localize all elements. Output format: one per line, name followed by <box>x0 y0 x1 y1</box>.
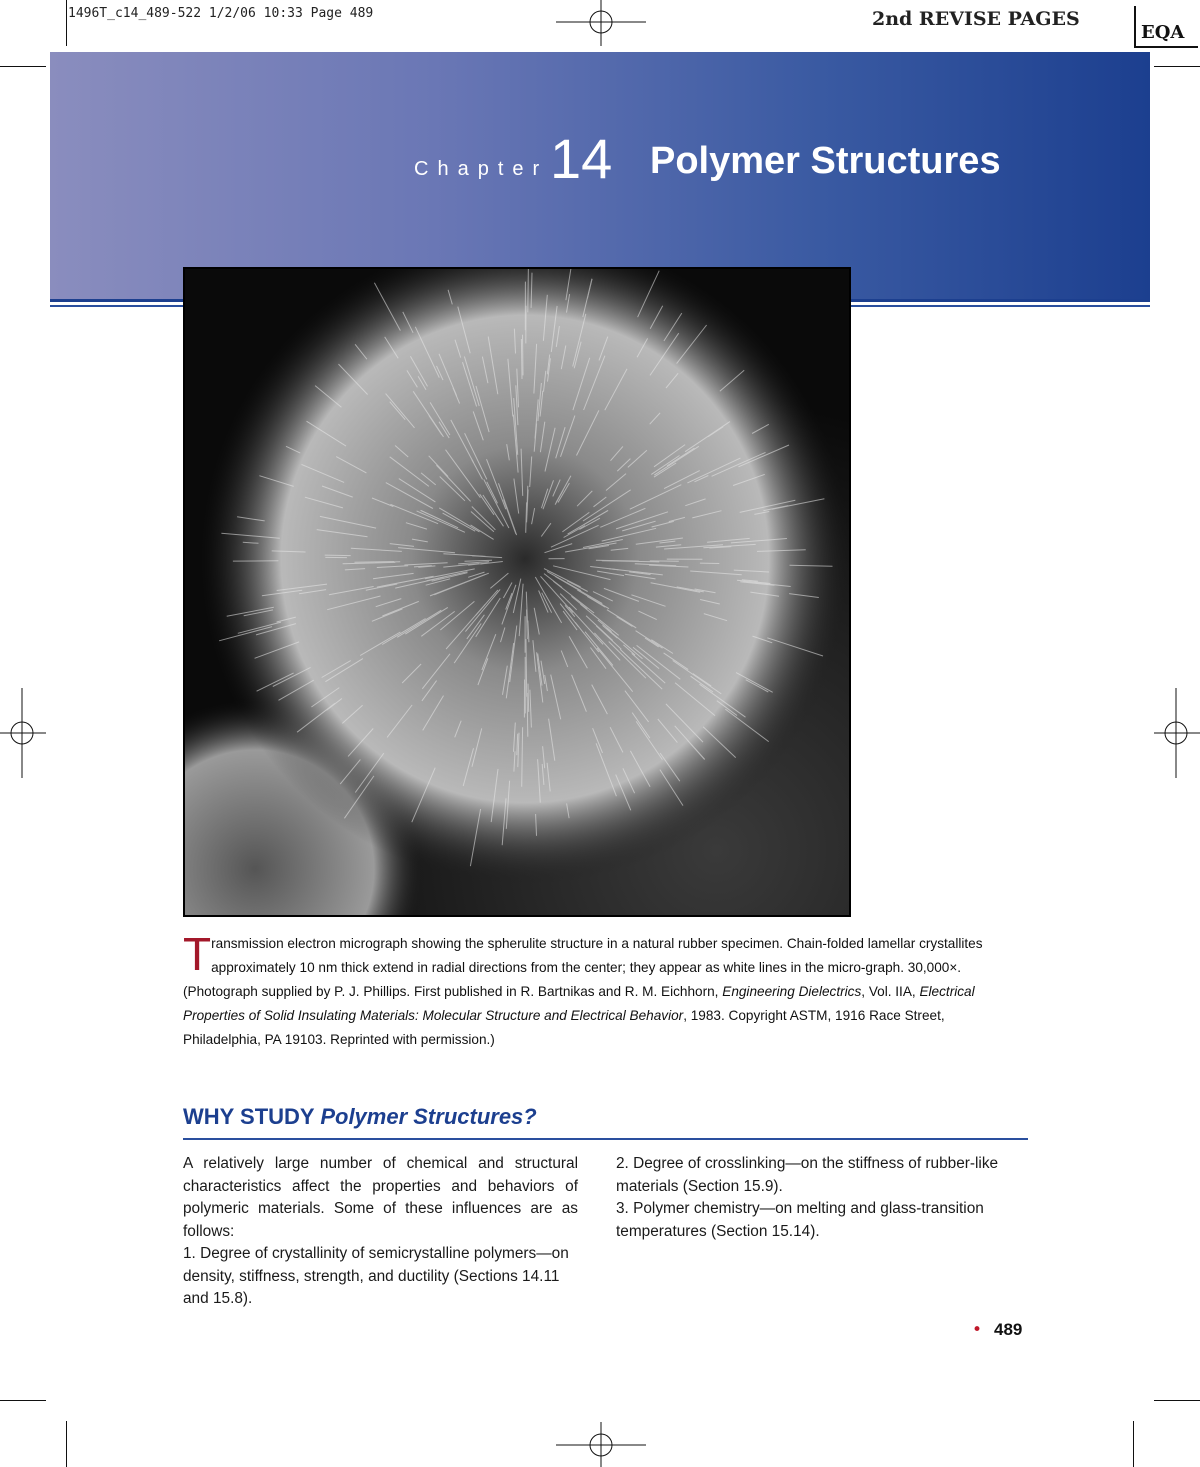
eqa-label: EQA <box>1141 22 1185 43</box>
crop-mark <box>0 66 46 67</box>
crop-mark <box>66 1421 67 1467</box>
page-bullet-icon: • <box>972 1320 983 1340</box>
crop-mark <box>1133 1421 1134 1467</box>
crop-mark <box>1154 1400 1200 1401</box>
fibril <box>526 639 527 697</box>
heading-plain: WHY STUDY <box>183 1104 321 1129</box>
list-item: 3. Polymer chemistry—on melting and glass-transition temperatures (Section 15.14). <box>616 1200 984 1240</box>
caption-text: , Vol. IIA, <box>861 984 920 999</box>
heading-rule <box>183 1138 1028 1140</box>
list-item: 1. Degree of crystallinity of semicrystalline polymers—on density, stiffness, strength, and ductility (Sections 14.11 and 15.8). <box>183 1245 569 1307</box>
crop-mark <box>66 0 67 46</box>
chapter-number: 14 <box>550 127 613 190</box>
registration-mark-icon <box>556 0 646 46</box>
crop-mark <box>0 1400 46 1401</box>
list-item: 2. Degree of crosslinking—on the stiffness of rubber-like materials (Section 15.9). <box>616 1155 999 1195</box>
registration-mark-icon <box>0 688 46 778</box>
chapter-title: Polymer Structures <box>650 140 1001 182</box>
crop-mark <box>1154 66 1200 67</box>
revise-pages-label: 2nd REVISE PAGES <box>872 8 1080 30</box>
caption-book-title: Engineering Dielectrics <box>722 984 862 999</box>
fibril <box>528 269 529 312</box>
caption-text: , 1983. Copyright ASTM, 1916 Race Street, Philadelphia, PA 19103. Reprinted with permission.) <box>183 1008 945 1047</box>
section-heading <box>183 1104 537 1130</box>
registration-mark-icon <box>1154 688 1200 778</box>
fibril <box>521 339 522 379</box>
intro-paragraph: A relatively large number of chemical and structural characteristics affect the properties and behaviors of polymeric materials. Some of these influences are as follows: <box>183 1155 578 1240</box>
fibril <box>527 693 528 737</box>
right-column <box>616 1153 1021 1243</box>
fibril <box>523 335 524 376</box>
chapter-label: Chapter <box>414 158 549 180</box>
fibril <box>325 555 351 556</box>
registration-mark-icon <box>556 1422 646 1467</box>
caption-volume-title: Electrical Properties of Solid Insulating Materials: Molecular Structure and Electrical Behavior <box>183 984 975 1023</box>
page-number: 489 <box>994 1320 1023 1339</box>
figure-caption <box>183 928 1013 1052</box>
micrograph-image <box>183 267 851 917</box>
left-column <box>183 1153 578 1311</box>
caption-text: ransmission electron micrograph showing the spherulite structure in a natural rubber specimen. Chain-folded lamellar crystallites approximately 10 nm thick extend in radial directions from the center; they appear as white lines in the micro-graph. 30,000×. (Photograph supplied by P. J. Phillips. First published in R. Bartnikas and R. M. Eichhorn, <box>183 936 983 999</box>
drop-cap: T <box>183 928 212 980</box>
fibril <box>528 684 529 712</box>
spherulite-icon <box>185 269 849 915</box>
print-slug: 1496T_c14_489-522 1/2/06 10:33 Page 489 <box>68 6 374 21</box>
heading-italic: Polymer Structures? <box>320 1104 537 1129</box>
